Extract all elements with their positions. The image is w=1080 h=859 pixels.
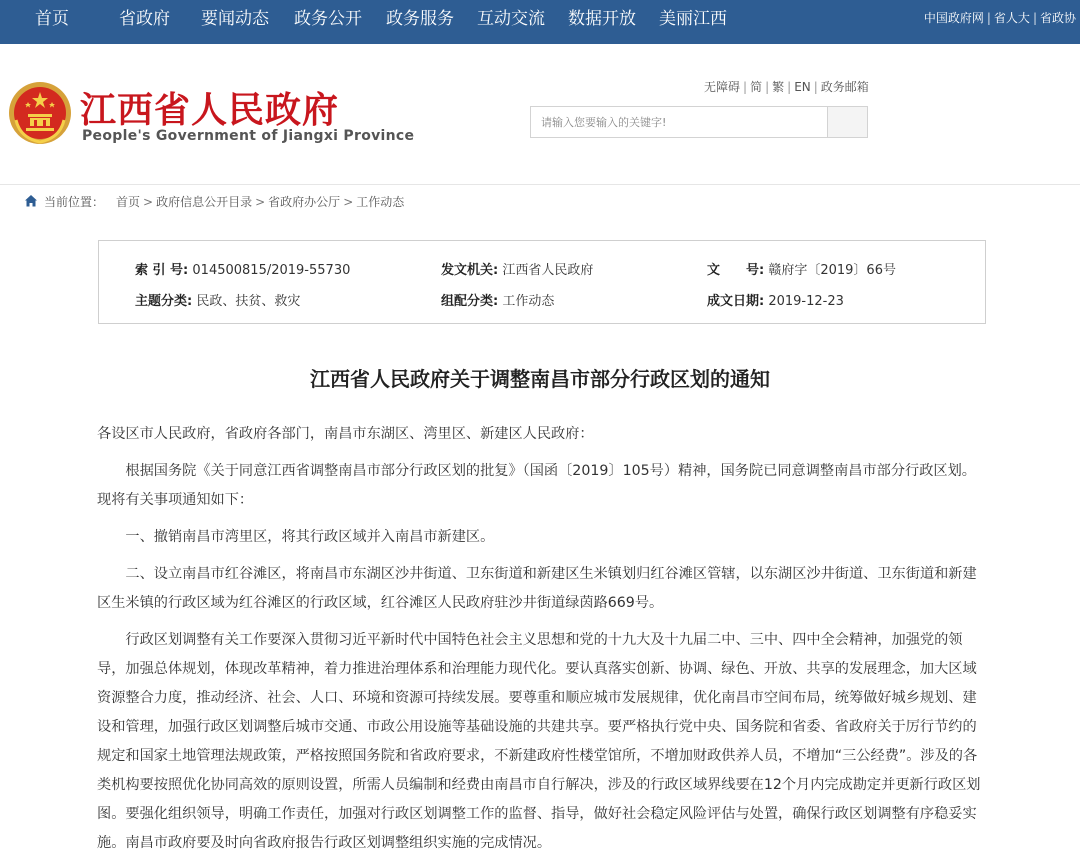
site-title[interactable]: 江西省人民政府 — [80, 89, 340, 131]
separator: | — [787, 80, 792, 94]
article-paragraph: 行政区划调整有关工作要深入贯彻习近平新时代中国特色社会主义思想和党的十九大及十九届二中、三中、四中全会精神，加强党的领导，加强总体规划，体现改革精神，着力推进治理体系和治理能力现代化。要认真落实创新、协调、绿色、开放、共享的发展理念，加大区域资源整合力度，推动经济、社会、人口、环境和资源可持续发展。要尊重和顺应城市发展规律，优化南昌市空间布局，统筹做好城乡规划、建设和管理，加强行政区划调整后城市交通、市政公用设施等基础设施的共建共享。要严格执行党中央、国务院和省委、省政府关于厉行节约的规定和国家土地管理法规政策，严格按照国务院和省政府要求，不新建政府性楼堂馆所，不增加财政供养人员，不增加“三公经费”。涉及的各类机构要按照优化协同高效的原则设置，所需人员编制和经费由南昌市自行解决，涉及的行政区域界线要在12个月内完成勘定并更新行政区划图。要强化组织领导，明确工作责任，加强对行政区划调整工作的监督、指导，做好社会稳定风险评估与处置，确保行政区划调整有序稳妥实施。南昌市政府要及时向省政府报告行政区划调整组织实施的完成情况。 — [97, 632, 981, 851]
nav-item-interaction[interactable]: 互动交流 — [477, 9, 545, 29]
meta-date-value: 2019-12-23 — [768, 294, 844, 309]
meta-topic — [135, 290, 300, 309]
link-english[interactable]: EN — [794, 80, 811, 94]
home-icon — [24, 194, 38, 208]
meta-topic-value: 民政、扶贫、救灾 — [196, 294, 301, 309]
meta-index-value: 014500815/2019-55730 — [192, 263, 351, 278]
link-traditional[interactable]: 繁 — [772, 80, 785, 94]
meta-issuer-value: 江西省人民政府 — [502, 263, 594, 278]
breadcrumb — [24, 193, 404, 211]
nav-item-news[interactable]: 要闻动态 — [201, 9, 269, 29]
article-body — [97, 420, 985, 859]
link-china-gov[interactable]: 中国政府网 — [923, 11, 984, 25]
search-button[interactable] — [827, 107, 867, 137]
article-paragraph: 根据国务院《关于同意江西省调整南昌市部分行政区划的批复》（国函〔2019〕105号）精神，国务院已同意调整南昌市部分行政区划。现将有关事项通知如下： — [97, 463, 976, 508]
article-salutation: 各设区市人民政府，省政府各部门，南昌市东湖区、湾里区、新建区人民政府： — [97, 426, 594, 442]
chevron-right-icon: > — [255, 195, 266, 209]
meta-category-key: 组配分类: — [441, 294, 499, 309]
nav-item-home[interactable]: 首页 — [35, 9, 69, 29]
meta-topic-key: 主题分类: — [135, 294, 193, 309]
chevron-right-icon: > — [343, 195, 354, 209]
breadcrumb-disclosure-catalog[interactable]: 政府信息公开目录 — [156, 195, 253, 209]
breadcrumb-label: 当前位置： — [44, 195, 105, 209]
separator: | — [813, 80, 818, 94]
link-accessibility[interactable]: 无障碍 — [704, 80, 741, 94]
breadcrumb-general-office[interactable]: 省政府办公厅 — [268, 195, 341, 209]
breadcrumb-work-news[interactable]: 工作动态 — [356, 195, 405, 209]
document-meta-table — [98, 240, 986, 324]
meta-docno-value: 赣府字〔2019〕66号 — [768, 263, 896, 278]
meta-category — [441, 290, 554, 309]
meta-issuer — [441, 259, 593, 278]
meta-index-key: 索 引 号: — [135, 263, 189, 278]
nav-item-provincial-government[interactable]: 省政府 — [119, 9, 170, 29]
link-provincial-cppcc[interactable]: 省政协 — [1039, 11, 1076, 25]
nav-item-open-data[interactable]: 数据开放 — [568, 9, 636, 29]
nav-item-government-affairs-disclosure[interactable]: 政务公开 — [294, 9, 362, 29]
link-provincial-congress[interactable]: 省人大 — [993, 11, 1030, 25]
article-paragraph: 一、撤销南昌市湾里区，将其行政区域并入南昌市新建区。 — [125, 529, 495, 545]
meta-issuer-key: 发文机关: — [441, 263, 499, 278]
site-subtitle: People's Government of Jiangxi Province — [82, 128, 415, 144]
meta-date-key: 成文日期: — [707, 294, 765, 309]
top-nav-bar — [0, 0, 1080, 44]
article-title: 江西省人民政府关于调整南昌市部分行政区划的通知 — [310, 367, 770, 391]
separator: | — [986, 11, 991, 25]
link-simplified[interactable]: 简 — [750, 80, 763, 94]
nav-item-government-services[interactable]: 政务服务 — [386, 9, 454, 29]
meta-docno — [707, 259, 896, 278]
meta-docno-key: 文 号: — [707, 263, 765, 278]
meta-date — [707, 290, 844, 309]
link-gov-mail[interactable]: 政务邮箱 — [820, 80, 869, 94]
separator: | — [1032, 11, 1037, 25]
national-emblem-icon[interactable] — [8, 80, 72, 146]
meta-category-value: 工作动态 — [502, 294, 555, 309]
chevron-right-icon: > — [143, 195, 154, 209]
nav-item-beautiful-jiangxi[interactable]: 美丽江西 — [659, 9, 727, 29]
separator: | — [765, 80, 770, 94]
separator: | — [743, 80, 748, 94]
search-input[interactable] — [531, 107, 829, 137]
site-header — [0, 44, 1080, 184]
breadcrumb-home[interactable]: 首页 — [116, 195, 141, 209]
meta-index — [135, 259, 350, 278]
header-divider — [0, 184, 1080, 185]
article-paragraph: 二、设立南昌市红谷滩区，将南昌市东湖区沙井街道、卫东街道和新建区生米镇划归红谷滩区管辖，以东湖区沙井街道、卫东街道和新建区生米镇的行政区域为红谷滩区的行政区域，红谷滩区人民政府驻沙井街道绿茵路669号。 — [97, 566, 977, 611]
search-box — [530, 106, 868, 138]
external-links — [924, 0, 1076, 38]
utility-links — [704, 78, 869, 95]
